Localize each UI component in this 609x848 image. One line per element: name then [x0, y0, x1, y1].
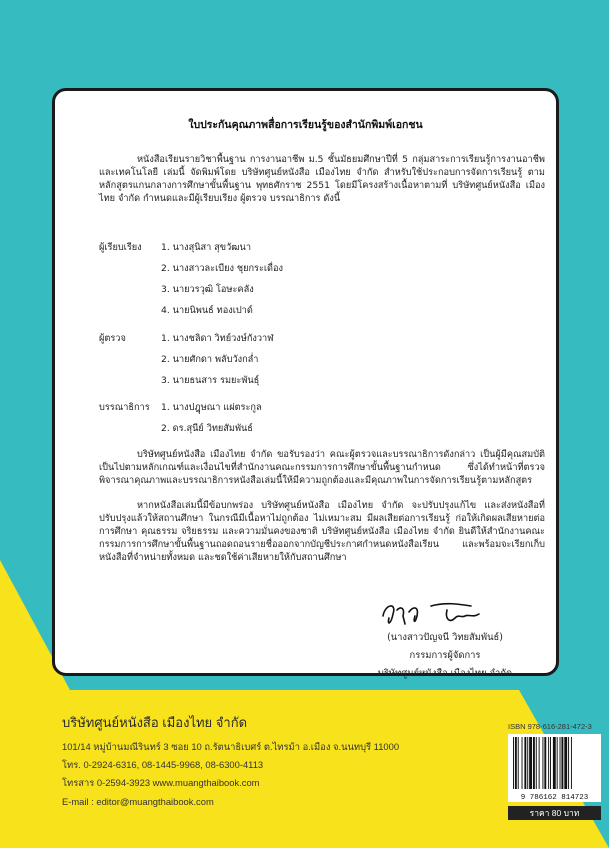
credit-member: 4. นายนิพนธ์ ทองเปาด์ — [161, 305, 253, 316]
credit-member: 1. นางชลิดา วิทย์วงษ์กังวาฬ — [161, 333, 274, 344]
credit-member: 3. นายธนสาร รมยะพันธุ์ — [161, 375, 260, 386]
certification-paragraph: บริษัทศูนย์หนังสือ เมืองไทย จำกัด ขอรับรองว่า คณะผู้ตรวจและบรรณาธิการดังกล่าว เป็นผู้มีคุณสมบัติเป็นไปตามหลักเกณฑ์และเงื่อนไขที่สำนักงานคณะกรรมการการศึกษาขั้นพื้นฐานกำหนด ซึ่งได้ทำหน้าที่ตรวจพิจารณาคุณภาพและบรรณาธิการหนังสือเล่มนี้ให้มีความถูกต้องและมีคุณภาพในการจัดการเรียนรู้ตามหลักสูตร — [99, 449, 545, 486]
barcode — [508, 734, 601, 802]
barcode-bar — [527, 737, 528, 789]
credit-member: 2. นางสาวละเบียง ชุยกระเดื่อง — [161, 263, 284, 274]
barcode-bar — [557, 737, 558, 789]
handwritten-signature — [375, 596, 495, 632]
credit-role-writers: ผู้เรียบเรียง — [99, 242, 142, 253]
barcode-bar — [548, 737, 549, 789]
intro-paragraph: หนังสือเรียนรายวิชาพื้นฐาน การงานอาชีพ ม.5 ชั้นมัธยมศึกษาปีที่ 5 กลุ่มสาระการเรียนรู้การงานอาชีพและเทคโนโลยี เล่มนี้ จัดพิมพ์โดย บริษัทศูนย์หนังสือ เมืองไทย จำกัด สำหรับใช้ประกอบการจัดการเรียนรู้ ตามหลักสูตรแกนกลางการศึกษาขั้นพื้นฐาน พุทธศักราช 2551 โดยมีโครงสร้างเนื้อหาตามที่ บริษัทศูนย์หนังสือ เมืองไทย จำกัด กำหนดและมีผู้เรียบเรียง ผู้ตรวจ บรรณาธิการ ดังนี้ — [99, 154, 545, 204]
barcode-bar — [529, 737, 532, 789]
credit-member: 2. ดร.สุนีย์ วิทยสัมพันธ์ — [161, 423, 253, 434]
barcode-bar — [550, 737, 551, 789]
barcode-bar — [571, 737, 572, 789]
isbn-number: ISBN 978-616-281-472-3 — [508, 722, 592, 731]
publisher-address: 101/14 หมู่บ้านมณีรินทร์ 3 ซอย 10 ถ.รัตนาธิเบศร์ ต.ไทรม้า อ.เมือง จ.นนทบุรี 11000 — [62, 741, 400, 752]
barcode-bar — [522, 737, 523, 789]
barcode-bars — [508, 734, 601, 802]
credit-role-reviewers: ผู้ตรวจ — [99, 333, 126, 344]
barcode-bar — [533, 737, 535, 789]
publisher-email: E-mail : editor@muangthaibook.com — [62, 796, 214, 807]
barcode-bar — [544, 737, 546, 789]
barcode-bar — [564, 737, 567, 789]
price-label: ราคา 80 บาท — [508, 806, 601, 820]
credit-member: 3. นายวรวุฒิ โอษะคลัง — [161, 284, 254, 295]
barcode-bar — [515, 737, 517, 789]
credit-member: 1. นางสุนิสา สุขวัฒนา — [161, 242, 251, 253]
barcode-digits: 9 786162 814723 — [520, 794, 589, 802]
barcode-bar — [518, 737, 519, 789]
publisher-name: บริษัทศูนย์หนังสือ เมืองไทย จำกัด — [62, 715, 248, 730]
credit-member: 2. นายศักดา พลับวังกล่ำ — [161, 354, 259, 365]
liability-paragraph: หากหนังสือเล่มนี้มีข้อบกพร่อง บริษัทศูนย์หนังสือ เมืองไทย จำกัด จะปรับปรุงแก้ไข และส่งหนังสือที่ปรับปรุงแล้วให้สถานศึกษา ในกรณีมีเนื้อหาไม่ถูกต้อง ไม่เหมาะสม มีผลเสียต่อการเรียนรู้ ก่อให้เกิดผลเสียหายต่อการศึกษา คุณธรรม จริยธรรม และความมั่นคงของชาติ บริษัทศูนย์หนังสือ เมืองไทย จำกัด ยินดีให้สำนักงานคณะกรรมการการศึกษาขั้นพื้นฐานถอดถอนรายชื่อออกจากบัญชีประกาศกำหนดหนังสือเรียน และพร้อมจะเรียกเก็บหนังสือที่จำหน่ายทั้งหมด และชดใช้ค่าเสียหายให้กับสถานศึกษา — [99, 500, 545, 563]
certificate-card — [52, 88, 559, 679]
barcode-bar — [568, 737, 569, 789]
document-title: ใบประกันคุณภาพสื่อการเรียนรู้ของสำนักพิมพ์เอกชน — [188, 119, 423, 131]
barcode-bar — [561, 737, 563, 789]
credit-member: 1. นางปฎุษณา แผ่ตระกูล — [161, 402, 262, 413]
barcode-bar — [513, 737, 514, 789]
barcode-bar — [539, 737, 540, 789]
barcode-bar — [536, 737, 537, 789]
barcode-bar — [524, 737, 526, 789]
publisher-phone: โทร. 0-2924-6316, 08-1445-9968, 08-6300-4113 — [62, 759, 264, 770]
barcode-bar — [560, 737, 561, 789]
publisher-fax-website: โทรสาร 0-2594-3923 www.muangthaibook.com — [62, 777, 260, 788]
signatory-name: (นางสาวปัญจนี วิทยสัมพันธ์) — [387, 632, 503, 643]
signatory-company: บริษัทศูนย์หนังสือ เมืองไทย จำกัด — [377, 668, 513, 679]
barcode-bar — [553, 737, 556, 789]
signatory-position: กรรมการผู้จัดการ — [409, 650, 481, 661]
barcode-bar — [542, 737, 543, 789]
credit-role-editors: บรรณาธิการ — [99, 402, 150, 413]
